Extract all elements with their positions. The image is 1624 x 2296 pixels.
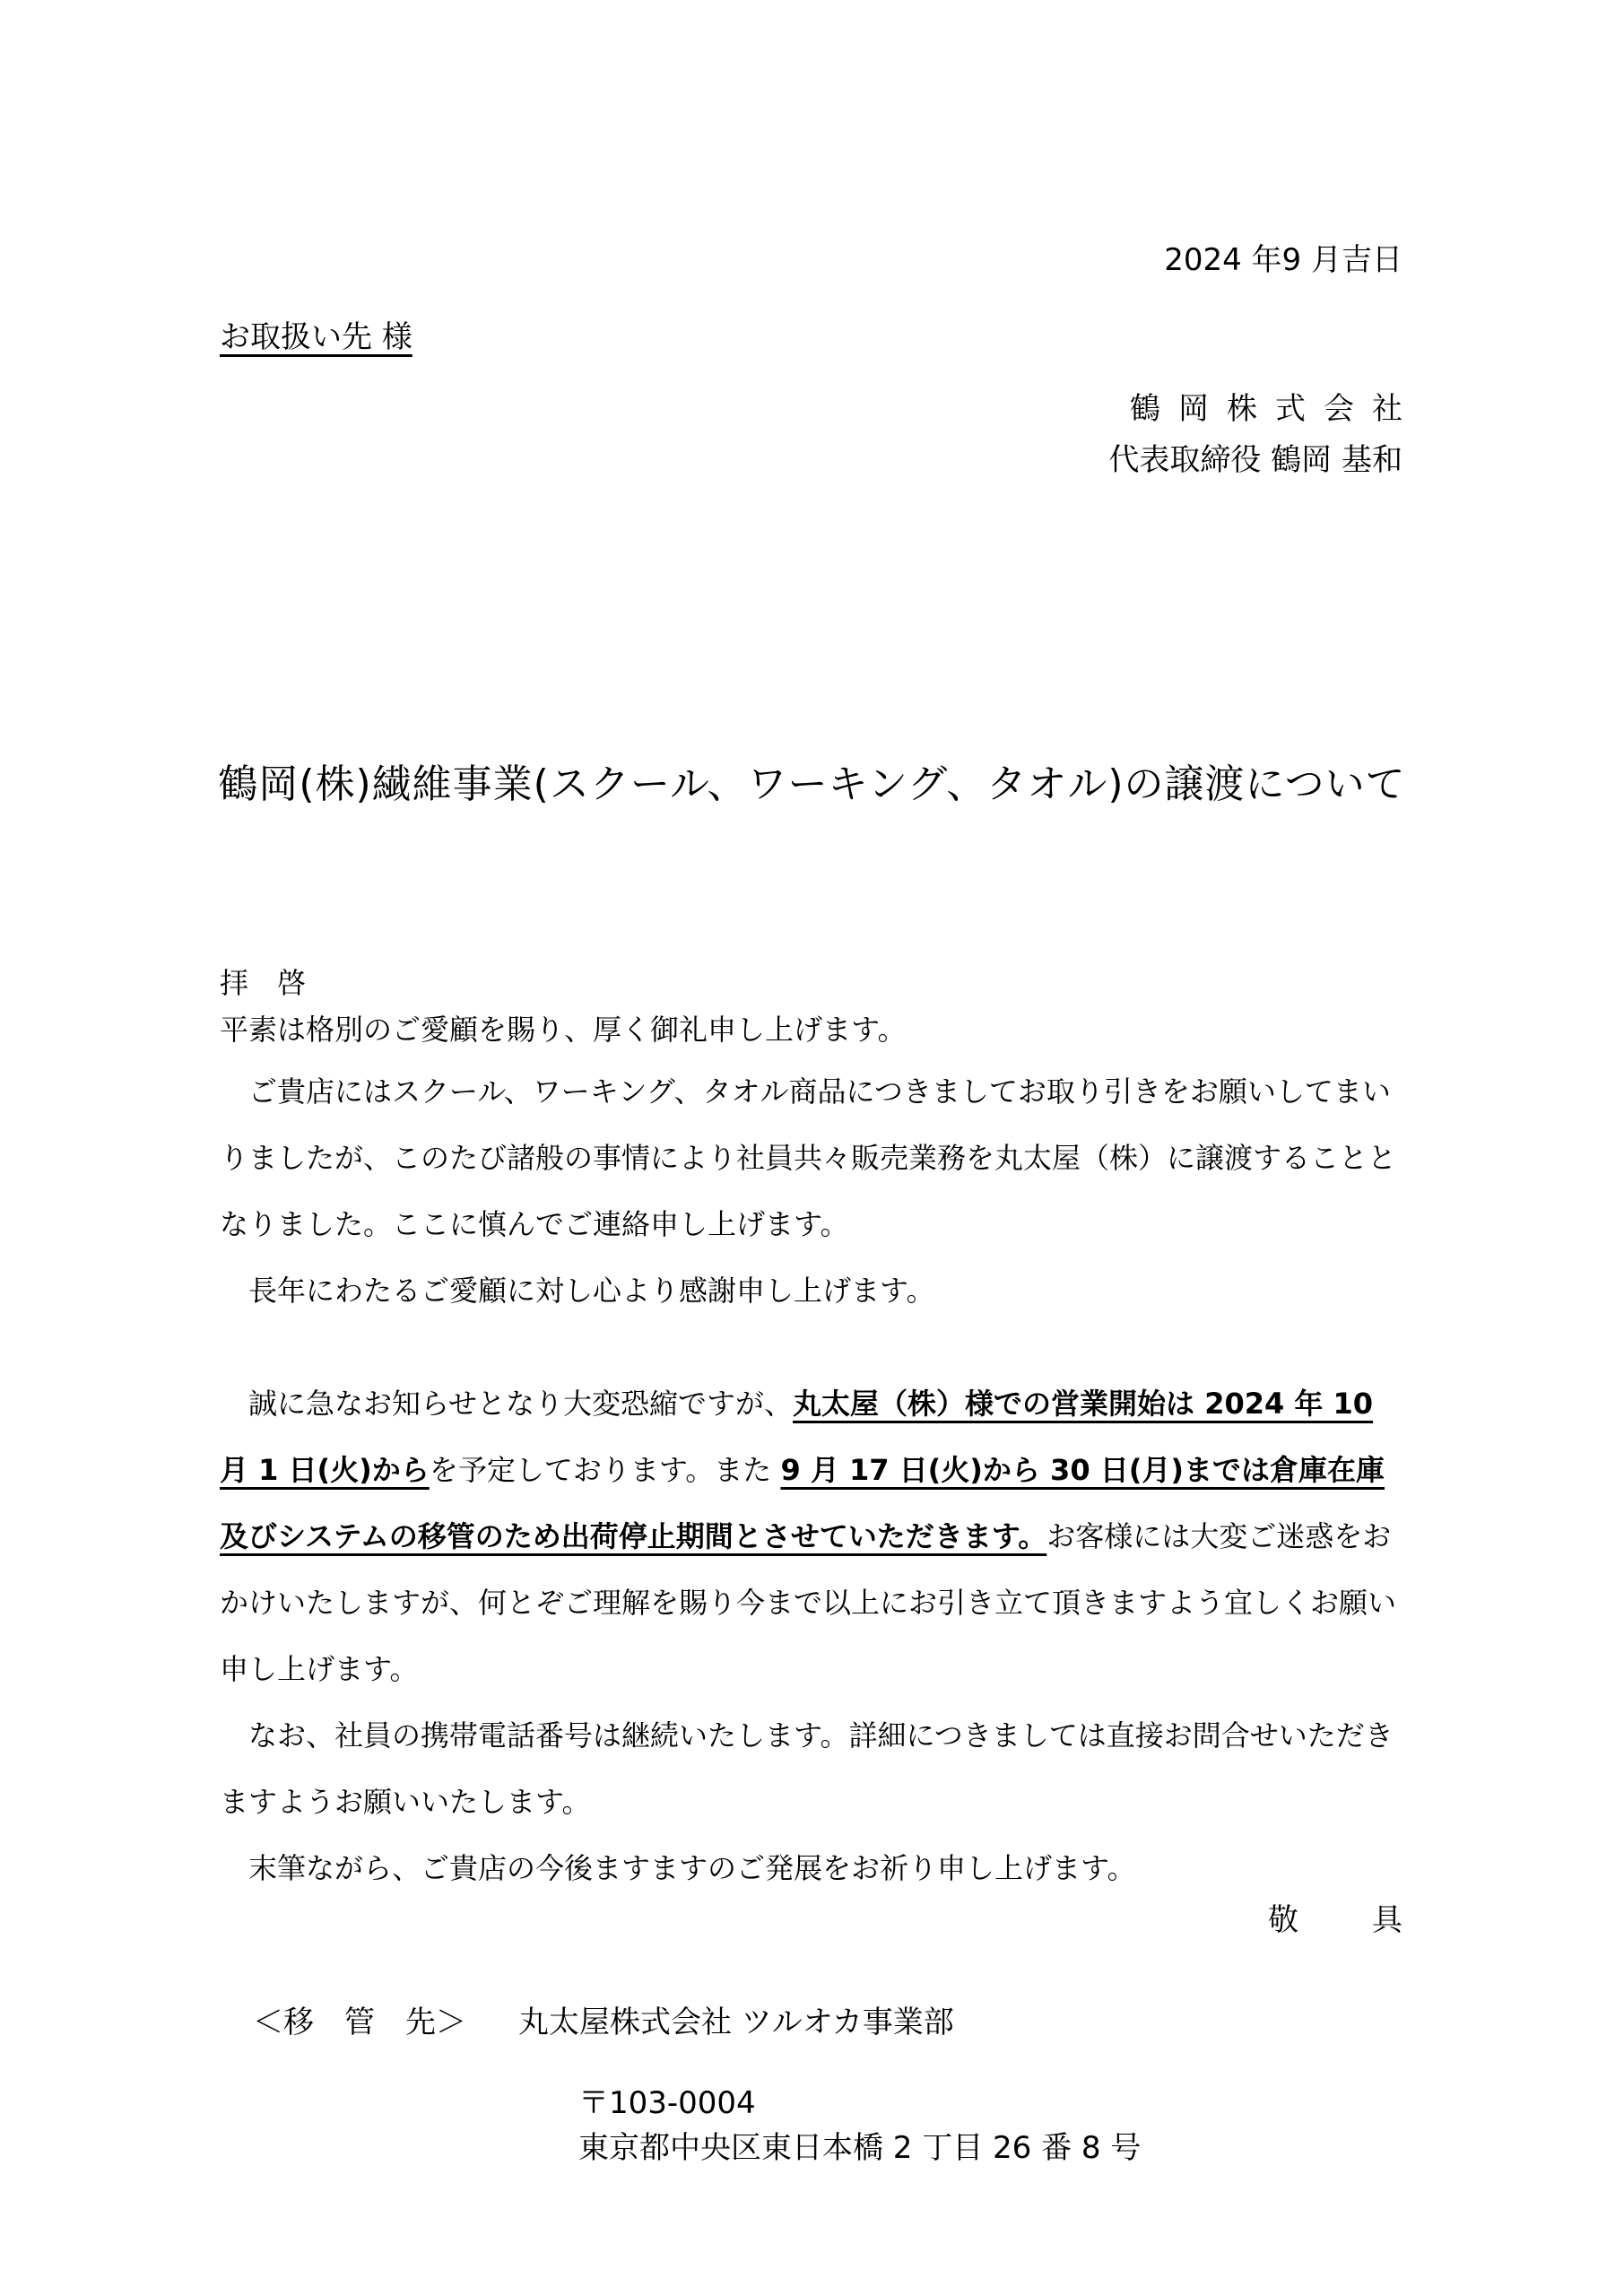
shipping-stop-notice: 9 月 17 日(火)から 30 日(月)までは倉庫在庫及びシステムの移管のため出荷停止期間とさせていただきます。 xyxy=(220,1453,1385,1553)
sender-company: 鶴岡株式会社 xyxy=(1130,391,1420,427)
closing: 敬 具 xyxy=(1268,1902,1424,1938)
recipient: お取扱い先 様 xyxy=(220,319,413,355)
greeting-line: 平素は格別のご愛顧を賜り、厚く御礼申し上げます。 xyxy=(220,1013,907,1047)
spacer xyxy=(220,1324,1403,1370)
destination-label: ＜移 管 先＞ xyxy=(253,2005,466,2040)
salutation: 拝 啓 xyxy=(220,966,307,1000)
paragraph-3-intro: 誠に急なお知らせとなり大変恐縮ですが、 xyxy=(248,1387,794,1421)
sender-representative: 代表取締役 鶴岡 基和 xyxy=(1108,442,1403,478)
paragraph-4: なお、社員の携帯電話番号は継続いたします。詳細につきましては直接お問合せいただきますようお願いいたします。 xyxy=(220,1718,1394,1819)
paragraph-3-end: お客様には大変ご迷惑をおかけいたしますが、何とぞご理解を賜り今まで以上にお引き立て頂きますよう宜しくお願い申し上げます。 xyxy=(220,1519,1397,1686)
letter-date: 2024 年9 月吉日 xyxy=(1164,242,1403,278)
destination-address: 東京都中央区東日本橋 2 丁目 26 番 8 号 xyxy=(578,2130,1142,2166)
paragraph-5: 末筆ながら、ご貴店の今後ますますのご発展をお祈り申し上げます。 xyxy=(248,1851,1136,1885)
destination-postal: 〒103-0004 xyxy=(578,2085,756,2121)
letter-body xyxy=(220,960,1403,1901)
paragraph-1: ご貴店にはスクール、ワーキング、タオル商品につきましてお取り引きをお願いしてまいりましたが、このたび諸般の事情により社員共々販売業務を丸太屋（株）に譲渡することとなりました。ここに慎んでご連絡申し上げます。 xyxy=(220,1074,1397,1241)
letter-title: 鶴岡(株)繊維事業(スクール、ワーキング、タオル)の譲渡について xyxy=(218,761,1406,807)
paragraph-2: 長年にわたるご愛顧に対し心より感謝申し上げます。 xyxy=(248,1274,935,1308)
destination-name: 丸太屋株式会社 ツルオカ事業部 xyxy=(518,2005,954,2040)
paragraph-3 xyxy=(220,1370,1403,1702)
business-start-notice: 丸太屋（株）様での営業開始は 2024 年 10 月 1 日(火)から xyxy=(220,1387,1374,1487)
paragraph-3-mid: を予定しております。また xyxy=(429,1453,781,1487)
